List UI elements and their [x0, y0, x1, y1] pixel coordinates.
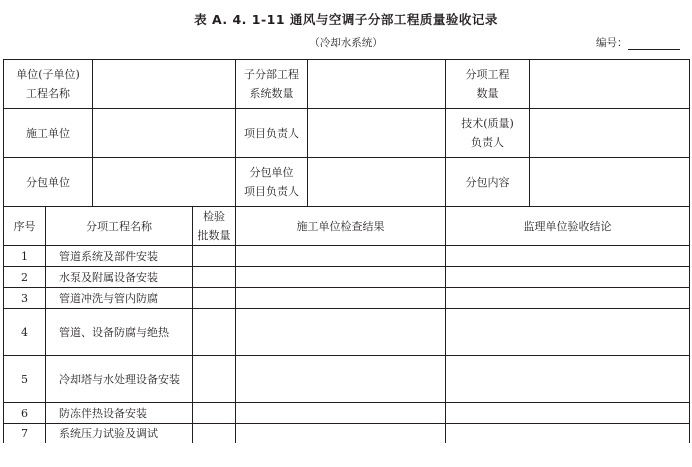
- technical-lead-label: [446, 109, 530, 158]
- label-line: 分包单位: [26, 175, 70, 189]
- contractor-result-cell[interactable]: [236, 246, 446, 267]
- item-name: 水泵及附属设备安装: [46, 267, 193, 288]
- form-number-blank[interactable]: [628, 39, 680, 50]
- contractor-result-cell[interactable]: [236, 356, 446, 403]
- col-header-contractor-result: 施工单位检查结果: [236, 207, 446, 246]
- technical-lead-value[interactable]: [530, 109, 690, 158]
- batch-count-cell[interactable]: [193, 356, 236, 403]
- supervisor-conclusion-cell[interactable]: [446, 267, 690, 288]
- supervisor-conclusion-cell[interactable]: [446, 424, 690, 444]
- item-no: 2: [4, 267, 46, 288]
- table-row: [4, 424, 690, 444]
- label-line: 项目负责人: [244, 185, 299, 198]
- subcontractor-value[interactable]: [93, 158, 236, 207]
- supervisor-conclusion-cell[interactable]: [446, 356, 690, 403]
- subcontractor-label: [4, 158, 93, 207]
- label-line: 数量: [476, 87, 499, 100]
- column-header-row: [4, 207, 690, 246]
- item-name: 管道系统及部件安装: [46, 246, 193, 267]
- sub-item-count-value[interactable]: [530, 60, 690, 109]
- item-no: 6: [4, 403, 46, 424]
- subdivision-count-value[interactable]: [308, 60, 446, 109]
- item-no: 3: [4, 288, 46, 309]
- table-title: 表 A. 4. 1-11 通风与空调子分部工程质量验收记录: [194, 12, 498, 27]
- label-line: 分包单位: [249, 166, 294, 179]
- item-name: 冷却塔与水处理设备安装: [46, 356, 193, 403]
- subcontract-content-label: [446, 158, 530, 207]
- batch-count-cell[interactable]: [193, 403, 236, 424]
- col-header-supervisor-conclusion: 监理单位验收结论: [446, 207, 690, 246]
- item-no: 7: [4, 424, 46, 444]
- project-manager-label: [236, 109, 308, 158]
- supervisor-conclusion-cell[interactable]: [446, 246, 690, 267]
- info-row-contractor: [4, 109, 690, 158]
- contractor-label: [4, 109, 93, 158]
- batch-count-cell[interactable]: [193, 267, 236, 288]
- supervisor-conclusion-cell[interactable]: [446, 288, 690, 309]
- col-header-item-name: 分项工程名称: [46, 207, 193, 246]
- label-line: 分包内容: [465, 175, 510, 189]
- col-header-batch-count: [193, 207, 236, 246]
- label-line: 项目负责人: [244, 126, 299, 140]
- table-row: [4, 246, 690, 267]
- sub-item-count-label: [446, 60, 530, 109]
- item-name: 防冻伴热设备安装: [46, 403, 193, 424]
- table-row: [4, 267, 690, 288]
- label-line: 技术(质量): [461, 117, 514, 130]
- item-name: 管道冲洗与管内防腐: [46, 288, 193, 309]
- project-name-value[interactable]: [93, 60, 236, 109]
- info-row-subcontractor: [4, 158, 690, 207]
- contractor-result-cell[interactable]: [236, 309, 446, 356]
- label-line: 分项工程: [465, 68, 510, 81]
- batch-count-cell[interactable]: [193, 288, 236, 309]
- item-no: 1: [4, 246, 46, 267]
- form-number: [596, 35, 680, 50]
- table-subtitle: （冷却水系统）: [309, 37, 383, 49]
- table-row: [4, 309, 690, 356]
- col-header-no: 序号: [4, 207, 46, 246]
- supervisor-conclusion-cell[interactable]: [446, 403, 690, 424]
- item-name: 管道、设备防腐与绝热: [46, 309, 193, 356]
- label-line: 检验: [203, 210, 225, 223]
- label-line: 负责人: [471, 136, 504, 149]
- contractor-result-cell[interactable]: [236, 267, 446, 288]
- subdivision-count-label: [236, 60, 308, 109]
- item-no: 4: [4, 309, 46, 356]
- form-number-label: 编号：: [596, 37, 628, 49]
- label-line: 工程名称: [26, 87, 70, 100]
- contractor-result-cell[interactable]: [236, 403, 446, 424]
- supervisor-conclusion-cell[interactable]: [446, 309, 690, 356]
- label-line: 施工单位: [26, 126, 70, 140]
- contractor-value[interactable]: [93, 109, 236, 158]
- table-row: [4, 356, 690, 403]
- table-row: [4, 403, 690, 424]
- project-name-label: [4, 60, 93, 109]
- contractor-result-cell[interactable]: [236, 288, 446, 309]
- batch-count-cell[interactable]: [193, 246, 236, 267]
- table-row: [4, 288, 690, 309]
- batch-count-cell[interactable]: [193, 309, 236, 356]
- label-line: 单位(子单位): [16, 68, 80, 81]
- project-manager-value[interactable]: [308, 109, 446, 158]
- label-line: 批数量: [197, 229, 231, 242]
- subcontract-manager-value[interactable]: [308, 158, 446, 207]
- acceptance-record-table: [3, 59, 690, 443]
- item-no: 5: [4, 356, 46, 403]
- contractor-result-cell[interactable]: [236, 424, 446, 444]
- item-name: 系统压力试验及调试: [46, 424, 193, 444]
- label-line: 子分部工程: [244, 68, 299, 81]
- batch-count-cell[interactable]: [193, 424, 236, 444]
- subcontract-content-value[interactable]: [530, 158, 690, 207]
- subcontract-manager-label: [236, 158, 308, 207]
- info-row-project: [4, 60, 690, 109]
- label-line: 系统数量: [249, 87, 294, 100]
